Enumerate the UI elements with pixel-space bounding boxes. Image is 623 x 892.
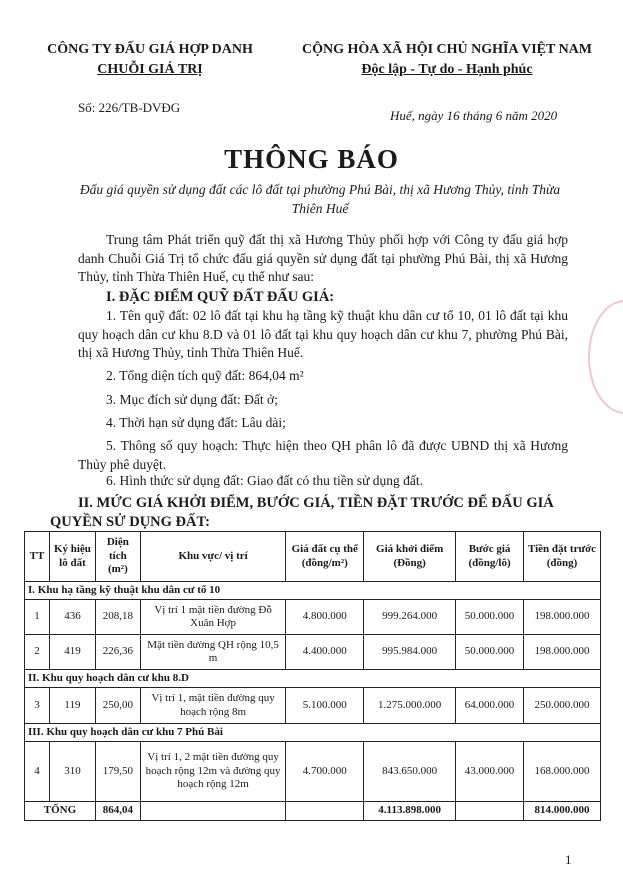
total-deposit: 814.000.000 <box>524 802 601 821</box>
national-motto <box>282 40 612 80</box>
total-row <box>25 802 601 821</box>
table-header-row <box>25 532 601 582</box>
cell: 198.000.000 <box>524 635 601 670</box>
header-cell: Giá khởi điểm (Đồng) <box>364 532 456 582</box>
cell: 843.650.000 <box>364 742 456 802</box>
cell: 4 <box>25 742 50 802</box>
cell: 179,50 <box>95 742 140 802</box>
section2-heading: II. MỨC GIÁ KHỞI ĐIỂM, BƯỚC GIÁ, TIỀN ĐẶT TRƯỚC ĐỂ ĐẤU GIÁ QUYỀN SỬ DỤNG ĐẤT: <box>50 495 554 530</box>
header-cell: Khu vực/ vị trí <box>140 532 285 582</box>
nation-name: CỘNG HÒA XÃ HỘI CHỦ NGHĨA VIỆT NAM <box>301 42 592 57</box>
cell: 436 <box>49 600 95 635</box>
section1-heading: I. ĐẶC ĐIỂM QUỸ ĐẤT ĐẤU GIÁ: <box>106 289 335 305</box>
date-line: Huế, ngày 16 tháng 6 năm 2020 <box>390 108 558 123</box>
header-cell: Tiền đặt trước (đồng) <box>524 532 601 582</box>
group-title: II. Khu quy hoạch dân cư khu 8.D <box>25 670 601 688</box>
cell: 2 <box>25 635 50 670</box>
section1-item-2: 2. Tổng diện tích quỹ đất: 864,04 m² <box>106 368 304 383</box>
cell: 226,36 <box>95 635 140 670</box>
section1-item-4: 4. Thời hạn sử dụng đất: Lâu dài; <box>106 415 286 430</box>
section1-item-6: 6. Hình thức sử dụng đất: Giao đất có thu tiền sử dụng đất. <box>106 473 424 488</box>
section1-item-1: 1. Tên quỹ đất: 02 lô đất tại khu hạ tầng kỹ thuật khu dân cư tổ 10, 01 lô đất tại khu quy hoạch dân cư khu 8.D và 01 lô đất tại khu quy hoạch dân cư khu 7, phường Phú Bài, thị xã Hương Thủy, tỉnh Thừa Thiên Huế. <box>78 308 568 360</box>
cell <box>456 802 524 821</box>
cell: 999.264.000 <box>364 600 456 635</box>
total-area: 864,04 <box>95 802 140 821</box>
group-row <box>25 670 601 688</box>
cell: 119 <box>49 688 95 724</box>
cell: 64.000.000 <box>456 688 524 724</box>
section1-item-5: 5. Thông số quy hoạch: Thực hiện theo QH phân lô đã được UBND thị xã Hương Thủy phê duyệt. <box>78 438 568 472</box>
group-row <box>25 724 601 742</box>
cell: 1 <box>25 600 50 635</box>
cell: 168.000.000 <box>524 742 601 802</box>
org-name-line2: CHUỖI GIÁ TRỊ <box>97 62 203 77</box>
header-cell: Giá đất cụ thể (đồng/m²) <box>286 532 364 582</box>
cell: Vị trí 1, mặt tiền đường quy hoạch rộng 8m <box>140 688 285 724</box>
document-number: Số: 226/TB-DVĐG <box>78 100 181 115</box>
page-title: THÔNG BÁO <box>224 144 399 174</box>
cell: Vị trí 1, 2 mặt tiền đường quy hoạch rộng 12m và đường quy hoạch rộng 12m <box>140 742 285 802</box>
cell: 3 <box>25 688 50 724</box>
cell: 250,00 <box>95 688 140 724</box>
header-cell: Bước giá (đồng/lô) <box>456 532 524 582</box>
cell: 50.000.000 <box>456 635 524 670</box>
cell: Vị trí 1 mặt tiền đường Đỗ Xuân Hợp <box>140 600 285 635</box>
cell: 250.000.000 <box>524 688 601 724</box>
header-cell: Ký hiệu lô đất <box>49 532 95 582</box>
cell: Mặt tiền đường QH rộng 10,5 m <box>140 635 285 670</box>
table-row <box>25 635 601 670</box>
cell: 5.100.000 <box>286 688 364 724</box>
header-cell: TT <box>25 532 50 582</box>
org-name <box>30 40 270 80</box>
cell: 198.000.000 <box>524 600 601 635</box>
cell <box>286 802 364 821</box>
table-row <box>25 688 601 724</box>
group-title: I. Khu hạ tầng kỹ thuật khu dân cư tổ 10 <box>25 582 601 600</box>
table-row <box>25 742 601 802</box>
motto: Độc lập - Tự do - Hạnh phúc <box>361 62 533 77</box>
intro-paragraph: Trung tâm Phát triển quỹ đất thị xã Hương Thủy phối hợp với Công ty đấu giá hợp danh Chuỗi Giá Trị tổ chức đấu giá quyền sử dụng đất tại phường Phú Bài, thị xã Hương Thủy, tỉnh Thừa Thiên Huế, cụ thể như sau: <box>78 232 568 284</box>
red-seal-stamp <box>588 300 623 414</box>
org-name-line1: CÔNG TY ĐẤU GIÁ HỢP DANH <box>47 42 253 57</box>
cell: 4.800.000 <box>286 600 364 635</box>
group-row <box>25 582 601 600</box>
page-number: 1 <box>565 852 572 867</box>
header-cell: Diện tích (m²) <box>95 532 140 582</box>
cell: 43.000.000 <box>456 742 524 802</box>
cell: 310 <box>49 742 95 802</box>
table-row <box>25 600 601 635</box>
total-label: TỔNG <box>25 802 96 821</box>
price-table <box>24 531 601 821</box>
subtitle: Đấu giá quyền sử dụng đất các lô đất tại phường Phú Bài, thị xã Hương Thủy, tỉnh Thừa Thiên Huế <box>79 182 561 216</box>
cell: 995.984.000 <box>364 635 456 670</box>
cell: 50.000.000 <box>456 600 524 635</box>
cell: 4.700.000 <box>286 742 364 802</box>
cell <box>140 802 285 821</box>
section1-item-3: 3. Mục đích sử dụng đất: Đất ở; <box>106 392 278 407</box>
cell: 1.275.000.000 <box>364 688 456 724</box>
cell: 4.400.000 <box>286 635 364 670</box>
cell: 419 <box>49 635 95 670</box>
total-start-price: 4.113.898.000 <box>364 802 456 821</box>
cell: 208,18 <box>95 600 140 635</box>
group-title: III. Khu quy hoạch dân cư khu 7 Phú Bài <box>25 724 601 742</box>
